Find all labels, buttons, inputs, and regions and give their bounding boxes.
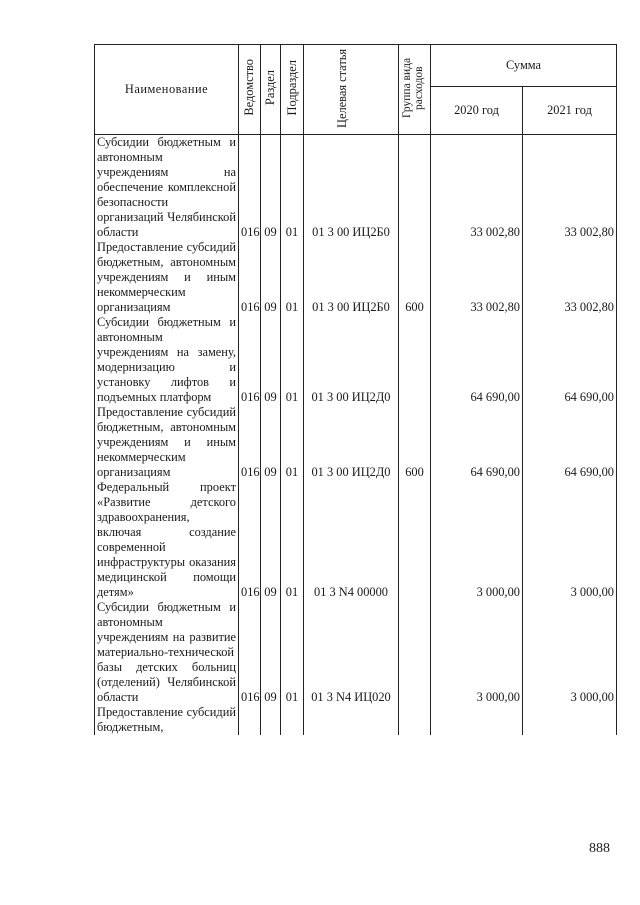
row-name: Субсидии бюджетным и автономным учреждениям на замену, модернизацию и установку лифтов и подъемных платформ <box>95 315 239 405</box>
row-subsection: 01 <box>281 600 304 705</box>
table-row <box>95 135 617 241</box>
row-name: Федеральный проект «Развитие детского здравоохранения, включая создание современной инфраструктуры оказания медицинской помощи детям» <box>95 480 239 600</box>
row-dept: 016 <box>239 600 261 705</box>
row-name: Субсидии бюджетным и автономным учреждениям на развитие материально-технической базы детских больниц (отделений) Челябинской области <box>95 600 239 705</box>
row-dept: 016 <box>239 240 261 315</box>
row-group: 600 <box>399 240 431 315</box>
row-target: 01 3 00 ИЦ2Б0 <box>304 135 399 241</box>
row-sum-2021: 33 002,80 <box>523 135 617 241</box>
header-name: Наименование <box>95 45 239 135</box>
row-sum-2021: 64 690,00 <box>523 315 617 405</box>
row-name: Субсидии бюджетным и автономным учреждениям на обеспечение комплексной безопасности организаций Челябинской области <box>95 135 239 241</box>
row-sum-2021: 3 000,00 <box>523 600 617 705</box>
table-row <box>95 705 617 735</box>
row-group <box>399 480 431 600</box>
row-group <box>399 135 431 241</box>
row-dept: 016 <box>239 405 261 480</box>
row-group <box>399 315 431 405</box>
row-sum-2020: 33 002,80 <box>431 135 523 241</box>
table-row <box>95 600 617 705</box>
row-subsection: 01 <box>281 135 304 241</box>
row-dept: 016 <box>239 135 261 241</box>
header-year-2020: 2020 год <box>431 87 523 135</box>
header-target: Целевая статья <box>304 45 399 135</box>
header-subsection: Подраздел <box>281 45 304 135</box>
row-subsection: 01 <box>281 405 304 480</box>
table-row <box>95 480 617 600</box>
row-section: 09 <box>261 315 281 405</box>
row-sum-2021: 33 002,80 <box>523 240 617 315</box>
row-section: 09 <box>261 600 281 705</box>
row-sum-2020: 64 690,00 <box>431 405 523 480</box>
row-subsection: 01 <box>281 240 304 315</box>
budget-table <box>94 44 617 735</box>
table-row <box>95 315 617 405</box>
row-target: 01 3 00 ИЦ2Б0 <box>304 240 399 315</box>
row-subsection <box>281 705 304 735</box>
row-subsection: 01 <box>281 315 304 405</box>
header-dept: Ведомство <box>239 45 261 135</box>
header-group: Группа вида расходов <box>399 45 431 135</box>
row-target: 01 3 00 ИЦ2Д0 <box>304 405 399 480</box>
table-row <box>95 405 617 480</box>
row-section <box>261 705 281 735</box>
header-year-2021: 2021 год <box>523 87 617 135</box>
row-name: Предоставление субсидий бюджетным, <box>95 705 239 735</box>
row-section: 09 <box>261 480 281 600</box>
row-subsection: 01 <box>281 480 304 600</box>
row-target <box>304 705 399 735</box>
row-sum-2021 <box>523 705 617 735</box>
header-section: Раздел <box>261 45 281 135</box>
row-group <box>399 705 431 735</box>
row-sum-2021: 64 690,00 <box>523 405 617 480</box>
row-dept <box>239 705 261 735</box>
row-sum-2020 <box>431 705 523 735</box>
row-sum-2020: 3 000,00 <box>431 480 523 600</box>
row-sum-2020: 64 690,00 <box>431 315 523 405</box>
row-group: 600 <box>399 405 431 480</box>
row-section: 09 <box>261 240 281 315</box>
row-sum-2020: 3 000,00 <box>431 600 523 705</box>
table-row <box>95 240 617 315</box>
row-group <box>399 600 431 705</box>
row-dept: 016 <box>239 315 261 405</box>
row-name: Предоставление субсидий бюджетным, автономным учреждениям и иным некоммерческим организациям <box>95 405 239 480</box>
row-dept: 016 <box>239 480 261 600</box>
row-sum-2021: 3 000,00 <box>523 480 617 600</box>
row-target: 01 3 N4 ИЦ020 <box>304 600 399 705</box>
row-target: 01 3 00 ИЦ2Д0 <box>304 315 399 405</box>
row-name: Предоставление субсидий бюджетным, автономным учреждениям и иным некоммерческим организациям <box>95 240 239 315</box>
row-section: 09 <box>261 405 281 480</box>
row-target: 01 3 N4 00000 <box>304 480 399 600</box>
header-sum: Сумма <box>431 45 617 87</box>
page-number: 888 <box>589 841 610 856</box>
row-section: 09 <box>261 135 281 241</box>
row-sum-2020: 33 002,80 <box>431 240 523 315</box>
